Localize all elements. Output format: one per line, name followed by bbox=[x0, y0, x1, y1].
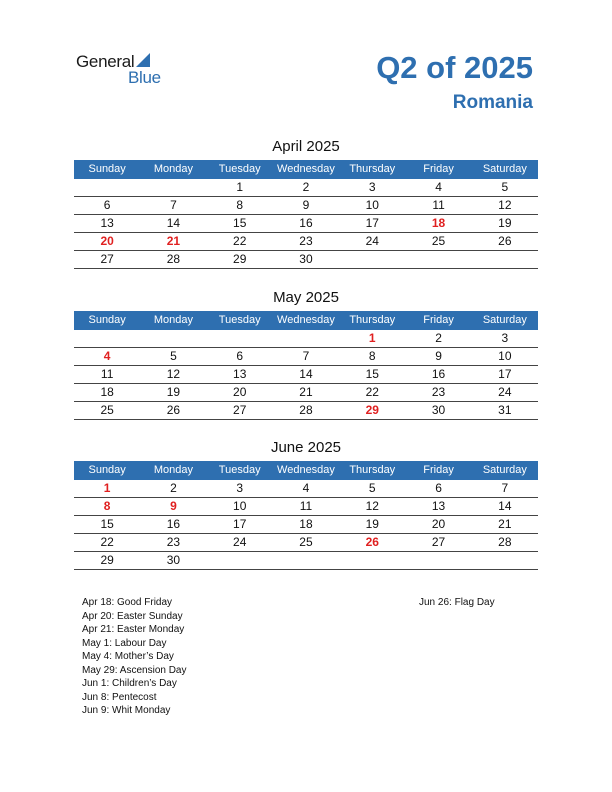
day-cell: 26 bbox=[166, 403, 181, 417]
holiday-note: May 29: Ascension Day bbox=[82, 664, 187, 676]
day-cell: 9 bbox=[435, 349, 442, 363]
empty-day-cell bbox=[140, 330, 206, 347]
holiday-note: Jun 8: Pentecost bbox=[82, 691, 157, 703]
day-cell: 22 bbox=[100, 535, 114, 549]
day-cell: 16 bbox=[299, 216, 313, 230]
day-cell: 5 bbox=[501, 180, 509, 194]
empty-day-cell bbox=[273, 552, 339, 569]
empty-day-cell bbox=[339, 552, 405, 569]
holiday-note: May 1: Labour Day bbox=[82, 637, 167, 649]
holiday-note: Jun 1: Children’s Day bbox=[82, 678, 177, 689]
week-row bbox=[74, 348, 538, 366]
day-cell: 14 bbox=[299, 367, 313, 381]
day-cell: 30 bbox=[299, 252, 313, 266]
day-cell: 19 bbox=[166, 385, 181, 399]
holiday-note: Apr 18: Good Friday bbox=[82, 597, 173, 608]
day-cell: 25 bbox=[100, 403, 114, 417]
holiday-day-cell: 1 bbox=[103, 481, 111, 495]
week-row bbox=[74, 516, 538, 534]
day-cell: 25 bbox=[299, 535, 313, 549]
day-cell: 26 bbox=[498, 234, 512, 248]
day-cell: 24 bbox=[365, 234, 379, 248]
day-cell: 7 bbox=[501, 481, 509, 495]
week-row bbox=[74, 498, 538, 516]
weekday-label: Saturday bbox=[482, 464, 527, 476]
week-row bbox=[74, 197, 538, 215]
day-cell: 29 bbox=[233, 252, 247, 266]
day-cell: 12 bbox=[365, 499, 379, 513]
week-row bbox=[74, 330, 538, 348]
week-row bbox=[74, 215, 538, 233]
weekday-label: Thursday bbox=[349, 314, 396, 326]
holiday-day-cell: 4 bbox=[103, 349, 111, 363]
day-cell: 4 bbox=[302, 481, 310, 495]
empty-day-cell bbox=[273, 330, 339, 347]
holiday-day-cell: 1 bbox=[368, 331, 376, 345]
empty-day-cell bbox=[207, 330, 273, 347]
day-cell: 16 bbox=[166, 517, 181, 531]
day-cell: 28 bbox=[166, 252, 181, 266]
month-calendar bbox=[74, 136, 538, 269]
day-cell: 10 bbox=[498, 349, 512, 363]
holiday-list-left bbox=[82, 596, 187, 718]
weekday-label: Friday bbox=[423, 464, 454, 476]
month-calendar bbox=[74, 287, 538, 420]
empty-day-cell bbox=[472, 251, 538, 268]
day-cell: 7 bbox=[170, 198, 177, 212]
day-cell: 28 bbox=[299, 403, 313, 417]
weekday-label: Monday bbox=[153, 163, 193, 175]
empty-day-cell bbox=[74, 179, 140, 196]
day-cell: 17 bbox=[365, 216, 379, 230]
week-row bbox=[74, 480, 538, 498]
day-cell: 24 bbox=[233, 535, 247, 549]
empty-day-cell bbox=[472, 552, 538, 569]
day-cell: 2 bbox=[302, 180, 310, 194]
empty-day-cell bbox=[74, 330, 140, 347]
logo-triangle-icon bbox=[136, 53, 150, 67]
day-cell: 13 bbox=[233, 367, 247, 381]
day-cell: 19 bbox=[498, 216, 512, 230]
weekday-label: Thursday bbox=[349, 163, 396, 175]
day-cell: 24 bbox=[498, 385, 512, 399]
weekday-label: Sunday bbox=[88, 314, 126, 326]
day-cell: 9 bbox=[302, 198, 310, 212]
weekday-label: Monday bbox=[153, 314, 193, 326]
month-title: May 2025 bbox=[273, 289, 339, 306]
day-cell: 23 bbox=[431, 385, 446, 399]
weekday-label: Tuesday bbox=[218, 163, 261, 175]
weekday-label: Tuesday bbox=[218, 464, 261, 476]
holiday-day-cell: 29 bbox=[365, 403, 379, 417]
day-cell: 11 bbox=[432, 198, 445, 212]
empty-day-cell bbox=[405, 251, 471, 268]
day-cell: 8 bbox=[368, 349, 376, 363]
weekday-label: Friday bbox=[423, 163, 454, 175]
empty-day-cell bbox=[405, 552, 471, 569]
week-row bbox=[74, 366, 538, 384]
day-cell: 23 bbox=[299, 234, 313, 248]
day-cell: 12 bbox=[498, 198, 512, 212]
day-cell: 14 bbox=[498, 499, 512, 513]
day-cell: 28 bbox=[498, 535, 512, 549]
holiday-day-cell: 9 bbox=[170, 499, 177, 513]
holiday-list-right bbox=[419, 596, 495, 610]
day-cell: 15 bbox=[100, 517, 114, 531]
day-cell: 12 bbox=[166, 367, 181, 381]
month-title: April 2025 bbox=[272, 138, 340, 155]
day-cell: 14 bbox=[166, 216, 181, 230]
day-cell: 6 bbox=[236, 349, 244, 363]
week-row bbox=[74, 534, 538, 552]
day-cell: 27 bbox=[431, 535, 446, 549]
day-cell: 17 bbox=[233, 517, 247, 531]
country-name: Romania bbox=[452, 92, 533, 113]
weekday-header bbox=[74, 160, 538, 179]
weekday-header bbox=[74, 461, 538, 480]
day-cell: 27 bbox=[233, 403, 247, 417]
day-cell: 8 bbox=[236, 198, 244, 212]
day-cell: 23 bbox=[166, 535, 181, 549]
day-cell: 19 bbox=[365, 517, 379, 531]
empty-day-cell bbox=[207, 552, 273, 569]
weekday-label: Friday bbox=[423, 314, 454, 326]
day-cell: 27 bbox=[100, 252, 114, 266]
month-calendar bbox=[74, 437, 538, 570]
day-cell: 16 bbox=[431, 367, 446, 381]
week-row bbox=[74, 402, 538, 420]
day-cell: 22 bbox=[365, 385, 379, 399]
day-cell: 3 bbox=[368, 180, 376, 194]
day-cell: 20 bbox=[233, 385, 247, 399]
month-title: June 2025 bbox=[270, 439, 342, 456]
weekday-label: Saturday bbox=[482, 314, 527, 326]
day-cell: 2 bbox=[170, 481, 177, 495]
quarter-title: Q2 of 2025 bbox=[376, 50, 533, 85]
day-cell: 3 bbox=[501, 331, 509, 345]
day-cell: 30 bbox=[431, 403, 446, 417]
weekday-label: Thursday bbox=[349, 464, 396, 476]
day-cell: 22 bbox=[233, 234, 247, 248]
week-row bbox=[74, 179, 538, 197]
holiday-note: Jun 26: Flag Day bbox=[419, 597, 495, 608]
day-cell: 21 bbox=[299, 385, 313, 399]
day-cell: 13 bbox=[100, 216, 114, 230]
day-cell: 11 bbox=[100, 367, 114, 381]
day-cell: 10 bbox=[365, 198, 379, 212]
holiday-note: May 4: Mother’s Day bbox=[82, 651, 174, 662]
weekday-label: Tuesday bbox=[218, 314, 261, 326]
day-cell: 18 bbox=[100, 385, 114, 399]
day-cell: 17 bbox=[498, 367, 512, 381]
weekday-label: Wednesday bbox=[277, 163, 335, 175]
empty-day-cell bbox=[339, 251, 405, 268]
weekday-label: Monday bbox=[153, 464, 193, 476]
holiday-day-cell: 21 bbox=[166, 234, 181, 248]
week-row bbox=[74, 552, 538, 570]
logo-text-blue: Blue bbox=[128, 68, 161, 87]
weekday-header bbox=[74, 311, 538, 330]
holiday-day-cell: 26 bbox=[365, 535, 379, 549]
week-row bbox=[74, 384, 538, 402]
weekday-label: Saturday bbox=[482, 163, 527, 175]
holiday-day-cell: 8 bbox=[103, 499, 111, 513]
week-row bbox=[74, 251, 538, 269]
logo-text-general: General bbox=[76, 52, 135, 71]
day-cell: 5 bbox=[368, 481, 376, 495]
day-cell: 10 bbox=[233, 499, 247, 513]
weekday-label: Wednesday bbox=[277, 314, 335, 326]
day-cell: 6 bbox=[103, 198, 111, 212]
week-row bbox=[74, 233, 538, 251]
day-cell: 15 bbox=[365, 367, 379, 381]
holiday-note: Apr 20: Easter Sunday bbox=[82, 610, 183, 622]
holiday-day-cell: 20 bbox=[100, 234, 114, 248]
day-cell: 1 bbox=[236, 180, 244, 194]
day-cell: 11 bbox=[299, 499, 313, 513]
day-cell: 2 bbox=[435, 331, 442, 345]
day-cell: 15 bbox=[233, 216, 247, 230]
day-cell: 20 bbox=[431, 517, 446, 531]
day-cell: 18 bbox=[299, 517, 313, 531]
day-cell: 30 bbox=[166, 553, 181, 567]
day-cell: 7 bbox=[302, 349, 310, 363]
day-cell: 25 bbox=[431, 234, 446, 248]
day-cell: 4 bbox=[435, 180, 442, 194]
day-cell: 3 bbox=[236, 481, 244, 495]
day-cell: 31 bbox=[498, 403, 512, 417]
day-cell: 6 bbox=[435, 481, 442, 495]
day-cell: 5 bbox=[170, 349, 177, 363]
weekday-label: Sunday bbox=[88, 163, 126, 175]
day-cell: 21 bbox=[498, 517, 512, 531]
holiday-note: Jun 9: Whit Monday bbox=[82, 705, 171, 716]
holiday-note: Apr 21: Easter Monday bbox=[82, 624, 185, 635]
day-cell: 29 bbox=[100, 553, 114, 567]
day-cell: 13 bbox=[431, 499, 446, 513]
holiday-day-cell: 18 bbox=[431, 216, 446, 230]
weekday-label: Sunday bbox=[88, 464, 126, 476]
weekday-label: Wednesday bbox=[277, 464, 335, 476]
empty-day-cell bbox=[140, 179, 206, 196]
